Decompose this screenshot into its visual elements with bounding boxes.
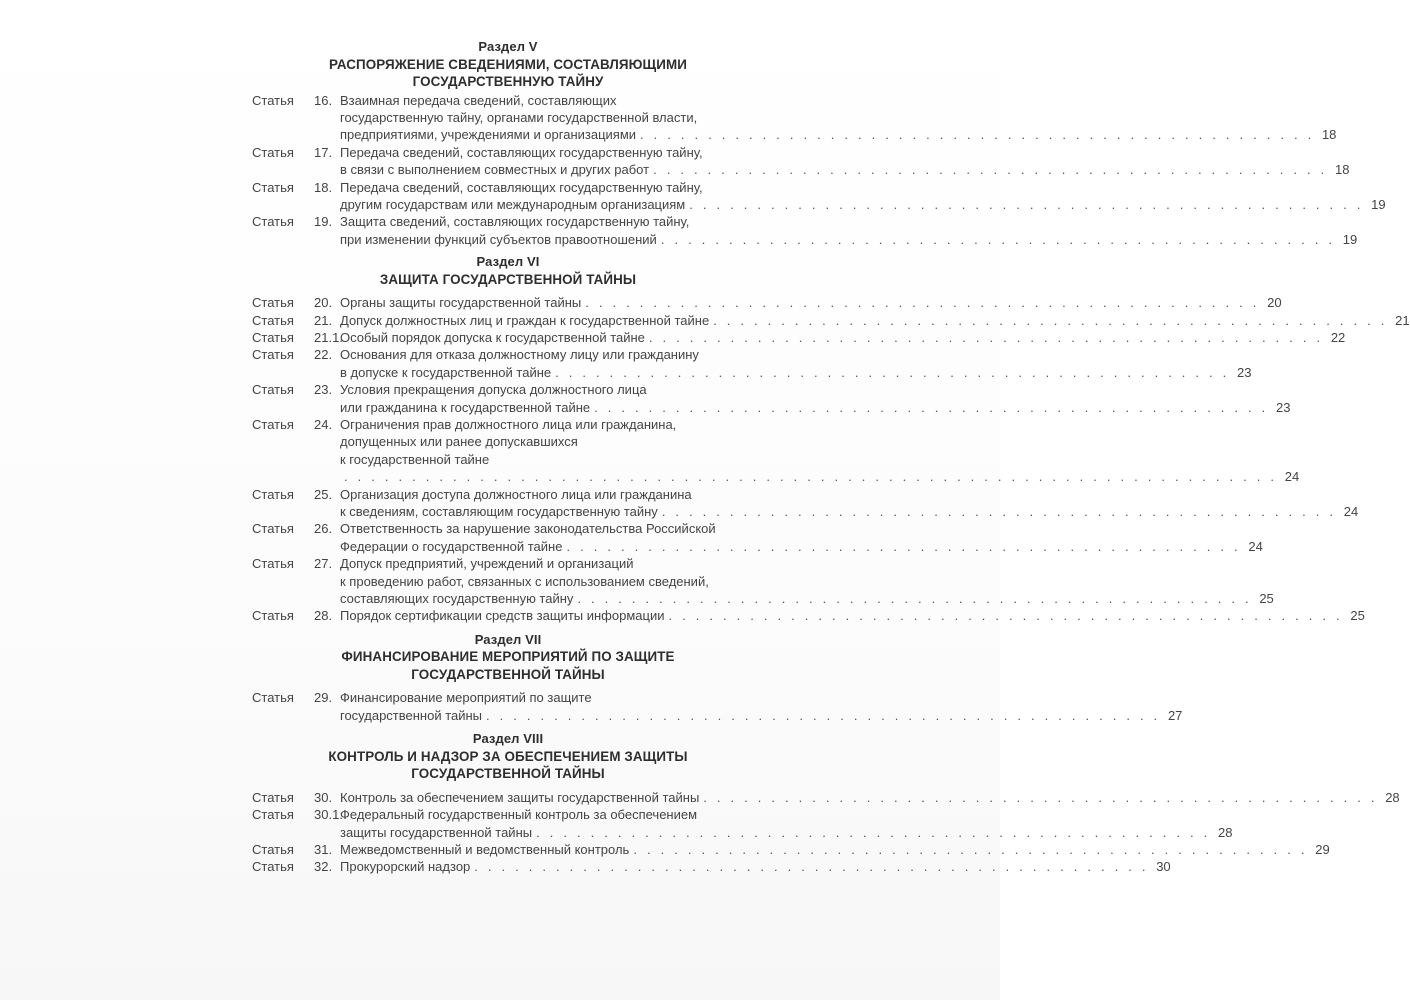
article-title-line: другим государствам или международным организациям [340,196,686,212]
article-label: Статья [252,92,294,108]
article-title-line: составляющих государственную тайну [340,591,574,607]
article-label: Статья [252,521,294,537]
article-title-line: Взаимная передача сведений, составляющих [340,92,617,108]
article-title-line: Прокурорский надзор [340,859,471,875]
toc-entry-article-31[interactable] [252,841,1330,858]
dot-leader: . . . . . . . . . . . . . . . . . . . . . . . . . . . . . . . . . . . . . . . . . . . . . . . . . . [640,127,1315,143]
article-number: 17. [314,144,333,160]
article-label: Статья [252,329,294,345]
article-title-line: Особый порядок допуска к государственной тайне [340,329,645,345]
toc-entry-article-29[interactable] [252,689,1183,724]
toc-entry-article-21[interactable] [252,312,1410,329]
page-number: 21 [1395,312,1410,328]
article-title-line: защиты государственной тайны [340,824,533,840]
article-title-line: Основания для отказа должностному лицу или гражданину [340,347,699,363]
section-number: Раздел VII [474,631,542,647]
toc-entry-article-25[interactable] [252,486,1359,521]
page-number: 25 [1350,608,1365,624]
toc-entry-article-21-1[interactable] [252,329,1346,346]
article-number: 32. [314,859,333,875]
article-number: 31. [314,841,333,857]
page-number: 24 [1284,469,1300,485]
page-number: 18 [1334,162,1350,178]
article-title-line: к сведениям, составляющим государственную тайну [340,504,658,520]
article-label: Статья [252,556,294,572]
section-heading [252,253,764,288]
page-number: 23 [1276,399,1291,415]
dot-leader: . . . . . . . . . . . . . . . . . . . . . . . . . . . . . . . . . . . . . . . . . . . . . . . . . . [486,707,1161,723]
dot-leader: . . . . . . . . . . . . . . . . . . . . . . . . . . . . . . . . . . . . . . . . . . . . . . . . . . [536,824,1211,840]
article-number: 28. [314,608,333,624]
article-number: 30.1. [314,807,343,823]
dot-leader: . . . . . . . . . . . . . . . . . . . . . . . . . . . . . . . . . . . . . . . . . . . . . . . . . . . . . . . . . . . . . . . . . . . . . [344,469,1278,485]
page-number: 28 [1218,824,1233,840]
toc-entry-article-30[interactable] [252,789,1400,806]
toc-entry-article-22[interactable] [252,346,1252,381]
article-number: 25. [314,486,333,502]
dot-leader: . . . . . . . . . . . . . . . . . . . . . . . . . . . . . . . . . . . . . . . . . . . . . . . . . . [653,162,1328,178]
page-number: 30 [1156,859,1171,875]
article-title-line: Передача сведений, составляющих государственную тайну, [340,144,703,160]
page-number: 19 [1371,196,1386,212]
article-title-line: Органы защиты государственной тайны [340,295,582,311]
dot-leader: . . . . . . . . . . . . . . . . . . . . . . . . . . . . . . . . . . . . . . . . . . . . . . . . . . [633,841,1308,857]
dot-leader: . . . . . . . . . . . . . . . . . . . . . . . . . . . . . . . . . . . . . . . . . . . . . . . . . . [713,312,1388,328]
toc-entry-article-24[interactable] [252,416,1300,486]
article-title-line: Финансирование мероприятий по защите [340,690,592,706]
article-number: 21.1. [314,329,343,345]
section-number: Раздел VIII [472,731,544,747]
article-title-line: Федерации о государственной тайне [340,538,563,554]
article-title-line: к проведению работ, связанных с использованием сведений, [340,573,709,589]
page-number: 29 [1315,841,1330,857]
article-number: 19. [314,214,333,230]
section-title-line: КОНТРОЛЬ И НАДЗОР ЗА ОБЕСПЕЧЕНИЕМ ЗАЩИТЫ [328,748,688,764]
article-number: 30. [314,789,333,805]
article-label: Статья [252,859,294,875]
article-label: Статья [252,347,294,363]
dot-leader: . . . . . . . . . . . . . . . . . . . . . . . . . . . . . . . . . . . . . . . . . . . . . . . . . . [648,329,1324,345]
page-number: 20 [1267,295,1282,311]
article-title-line: при изменении функций субъектов правоотношений [340,231,657,247]
article-label: Статья [252,608,294,624]
dot-leader: . . . . . . . . . . . . . . . . . . . . . . . . . . . . . . . . . . . . . . . . . . . . . . . . . . [474,859,1149,875]
article-title-line: в допуске к государственной тайне [340,364,552,380]
page-number: 23 [1237,364,1252,380]
article-label: Статья [252,295,294,311]
page-number: 18 [1321,127,1337,143]
article-label: Статья [252,312,294,328]
page-number: 27 [1167,707,1183,723]
dot-leader: . . . . . . . . . . . . . . . . . . . . . . . . . . . . . . . . . . . . . . . . . . . . . . . . . . [660,231,1336,247]
dot-leader: . . . . . . . . . . . . . . . . . . . . . . . . . . . . . . . . . . . . . . . . . . . . . . . . . . [577,591,1252,607]
page-number: 22 [1330,329,1346,345]
article-title-line: Допуск предприятий, учреждений и организаций [340,556,634,572]
table-of-contents [252,38,1410,876]
dot-leader: . . . . . . . . . . . . . . . . . . . . . . . . . . . . . . . . . . . . . . . . . . . . . . . . . . [566,538,1241,554]
article-number: 23. [314,382,333,398]
section-number: Раздел VI [476,254,540,270]
article-number: 24. [314,417,333,432]
toc-entry-article-19[interactable] [252,213,1358,248]
toc-entry-article-23[interactable] [252,381,1291,416]
section-number: Раздел V [478,39,538,54]
article-number: 26. [314,521,333,537]
article-number: 16. [314,92,333,108]
article-label: Статья [252,179,294,195]
section-vi [252,253,1410,625]
toc-entry-article-27[interactable] [252,555,1274,607]
article-title-line: Федеральный государственный контроль за обеспечением [340,807,698,823]
article-title-line: государственную тайну, органами государственной власти, [340,109,698,125]
article-title-line: допущенных или ранее допускавшихся [340,434,578,450]
section-vii [252,631,1183,724]
page-number: 25 [1259,591,1274,607]
section-title-line: ГОСУДАРСТВЕННОЙ ТАЙНЫ [411,766,605,782]
article-label: Статья [252,841,294,857]
section-title-line: ЗАЩИТА ГОСУДАРСТВЕННОЙ ТАЙНЫ [379,271,637,287]
article-number: 27. [314,556,333,572]
article-number: 22. [314,347,333,363]
article-label: Статья [252,807,294,823]
page-number: 24 [1343,504,1359,520]
dot-leader: . . . . . . . . . . . . . . . . . . . . . . . . . . . . . . . . . . . . . . . . . . . . . . . . . . [594,399,1269,415]
dot-leader: . . . . . . . . . . . . . . . . . . . . . . . . . . . . . . . . . . . . . . . . . . . . . . . . . . [703,789,1378,805]
article-title-line: Условия прекращения допуска должностного лица [340,382,647,398]
page-number: 24 [1248,538,1263,554]
article-title-line: Организация доступа должностного лица или гражданина [340,486,692,502]
section-title-line: ФИНАНСИРОВАНИЕ МЕРОПРИЯТИЙ ПО ЗАЩИТЕ [341,649,675,665]
article-number: 20. [314,295,333,311]
article-title-line: или гражданина к государственной тайне [340,399,591,415]
dot-leader: . . . . . . . . . . . . . . . . . . . . . . . . . . . . . . . . . . . . . . . . . . . . . . . . . . [585,295,1260,311]
article-label: Статья [252,690,294,706]
section-heading [252,38,764,91]
article-number: 29. [314,690,333,706]
toc-entry-article-26[interactable] [252,520,1263,555]
section-viii [252,730,1400,876]
toc-entry-article-20[interactable] [252,294,1282,311]
article-title-line: Порядок сертификации средств защиты информации [340,608,665,624]
article-title-line: Межведомственный и ведомственный контроль [340,841,630,857]
toc-entry-article-28[interactable] [252,607,1365,624]
section-title-line: РАСПОРЯЖЕНИЕ СВЕДЕНИЯМИ, СОСТАВЛЯЮЩИМИ [329,56,687,72]
article-label: Статья [252,214,294,230]
article-title-line: в связи с выполнением совместных и других работ [340,162,650,178]
dot-leader: . . . . . . . . . . . . . . . . . . . . . . . . . . . . . . . . . . . . . . . . . . . . . . . . . . [689,196,1364,212]
article-title-line: Передача сведений, составляющих государственную тайну, [340,179,703,195]
article-title-line: к государственной тайне [340,451,490,467]
toc-entry-article-16[interactable] [252,92,1337,144]
section-heading [252,631,764,684]
article-label: Статья [252,382,294,398]
article-title-line: предприятиями, учреждениями и организациями [340,127,637,143]
article-title-line: Допуск должностных лиц и граждан к государственной тайне [340,312,710,328]
article-number: 18. [314,179,333,195]
article-title-line: Ответственность за нарушение законодательства Российской [340,521,716,537]
dot-leader: . . . . . . . . . . . . . . . . . . . . . . . . . . . . . . . . . . . . . . . . . . . . . . . . . . [668,608,1343,624]
section-v [252,38,1386,248]
section-heading [252,730,764,783]
page-number: 28 [1385,789,1400,805]
page-number: 19 [1342,231,1358,247]
article-label: Статья [252,789,294,805]
toc-entry-article-17[interactable] [252,144,1350,179]
section-title-line: ГОСУДАРСТВЕННУЮ ТАЙНУ [412,74,604,89]
article-label: Статья [252,486,294,502]
article-number: 21. [314,312,333,328]
article-title-line: Контроль за обеспечением защиты государственной тайны [340,789,700,805]
article-title-line: Защита сведений, составляющих государственную тайну, [340,214,690,230]
article-label: Статья [252,144,294,160]
section-title-line: ГОСУДАРСТВЕННОЙ ТАЙНЫ [411,666,605,682]
dot-leader: . . . . . . . . . . . . . . . . . . . . . . . . . . . . . . . . . . . . . . . . . . . . . . . . . . [661,504,1337,520]
toc-entry-article-18[interactable] [252,179,1386,214]
dot-leader: . . . . . . . . . . . . . . . . . . . . . . . . . . . . . . . . . . . . . . . . . . . . . . . . . . [555,364,1230,380]
article-title-line: государственной тайны [340,707,483,723]
article-title-line: Ограничения прав должностного лица или гражданина, [340,417,677,432]
toc-entry-article-30-1[interactable] [252,806,1233,841]
toc-entry-article-32[interactable] [252,858,1171,875]
article-label: Статья [252,417,294,432]
